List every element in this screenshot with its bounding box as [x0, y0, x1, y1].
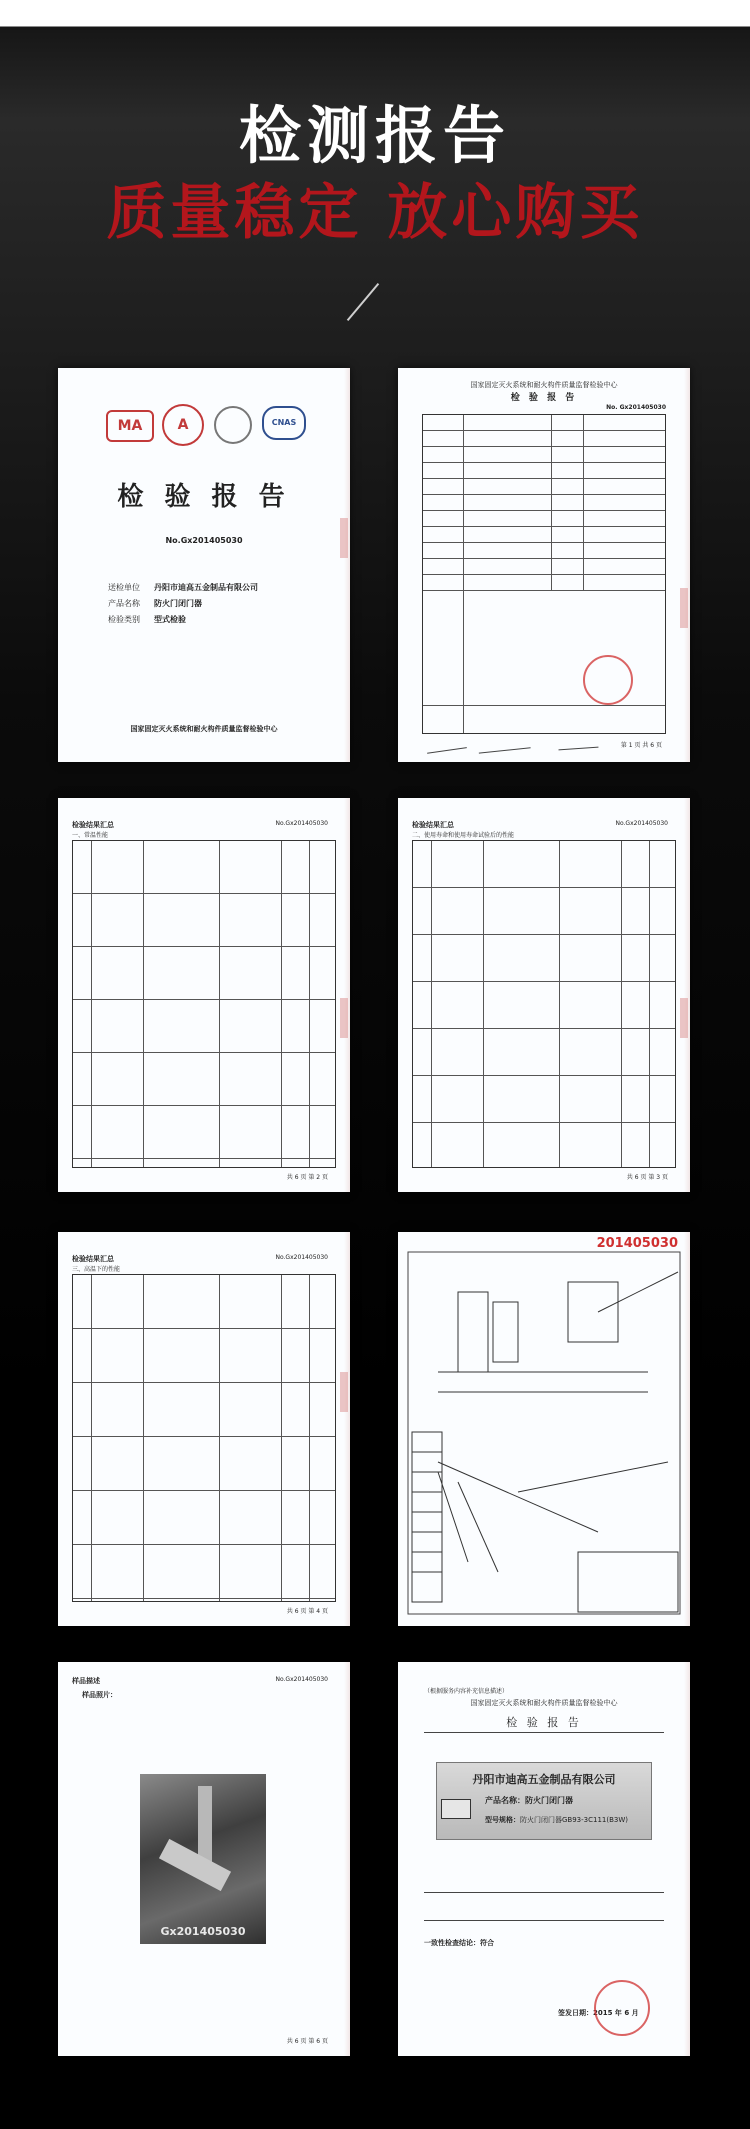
results2-section: 一、常温性能	[72, 832, 109, 839]
cover-footer-org: 国家固定灭火系统和耐火构件质量监督检验中心	[130, 725, 278, 733]
cert-sign-row: 签发日期：2015 年 6 月	[558, 2009, 639, 2017]
signature-2	[477, 733, 530, 753]
results4-page-number: 共 6 页 第 4 页	[286, 1608, 328, 1615]
hero-subtitle: 质量稳定 放心购买	[106, 178, 644, 248]
results4-title: 检验结果汇总	[72, 1255, 114, 1263]
ilac-mra-logo-icon	[214, 406, 252, 444]
cert-company: 丹阳市迪高五金制品有限公司	[472, 1773, 616, 1786]
cert-header-note: （根据服务内容补充信息描述）	[424, 1688, 509, 1695]
cal-logo-icon: A	[162, 404, 204, 446]
cover-row-unit: 送检单位 丹阳市迪高五金制品有限公司	[108, 583, 258, 592]
sample-photo-tag: Gx201405030	[160, 1925, 246, 1938]
signature-3	[558, 733, 599, 751]
cert-nameplate	[436, 1762, 652, 1840]
cert-brand-logo-icon	[441, 1799, 471, 1819]
results3-title: 检验结果汇总	[412, 821, 454, 829]
technical-drawing-page	[398, 1232, 690, 1626]
cert-product-row: 产品名称：防火门闭门器	[485, 1796, 573, 1805]
cover-heading: 检 验 报 告	[117, 482, 291, 512]
signature-1	[425, 733, 467, 753]
report-cover-page	[58, 368, 350, 762]
summary-page-number: 第 1 页 共 6 页	[620, 742, 662, 749]
summary-number: No. Gx201405030	[606, 404, 666, 411]
cert-stamp	[594, 1980, 650, 2036]
results3-section: 二、使用寿命和使用寿命试验后的性能	[412, 832, 515, 839]
cover-row-product: 产品名称 防火门闭门器	[108, 599, 202, 608]
report-summary-page	[398, 368, 690, 762]
summary-stamp	[583, 655, 633, 705]
results2-number: No.Gx201405030	[275, 820, 328, 827]
certificate-page	[398, 1662, 690, 2056]
sample-number: No.Gx201405030	[275, 1676, 328, 1683]
results-page-4	[58, 1232, 350, 1626]
hero-title: 检测报告	[238, 99, 511, 172]
results3-table	[412, 840, 676, 1168]
summary-table	[422, 414, 666, 734]
results4-number: No.Gx201405030	[275, 1254, 328, 1261]
summary-heading: 检 验 报 告	[510, 393, 578, 403]
hero-section	[0, 100, 750, 248]
sample-description-page	[58, 1662, 350, 2056]
cover-info-block	[108, 580, 258, 628]
results4-table	[72, 1274, 336, 1602]
cert-conclusion: 一致性检查结论：符合	[424, 1939, 494, 1947]
cnas-logo-icon: CNAS	[262, 406, 306, 440]
results-page-2	[58, 798, 350, 1192]
door-closer-drawing	[398, 1232, 690, 1626]
results4-section: 三、高温下的性能	[72, 1266, 121, 1273]
results3-number: No.Gx201405030	[615, 820, 668, 827]
cert-model-row: 型号规格：防火门闭门器GB93-3C111(B3W)	[485, 1816, 629, 1824]
cover-row-type: 检验类别 型式检验	[108, 615, 186, 624]
results3-page-number: 共 6 页 第 3 页	[626, 1174, 668, 1181]
results2-table	[72, 840, 336, 1168]
cma-logo-icon: MA	[106, 410, 154, 442]
cover-report-number: No.Gx201405030	[165, 536, 243, 545]
cert-org: 国家固定灭火系统和耐火构件质量监督检验中心	[470, 1699, 618, 1707]
sample-title: 样品描述	[72, 1677, 100, 1685]
drawing-number: 201405030	[596, 1236, 678, 1251]
cert-heading: 检 验 报 告	[506, 1716, 582, 1729]
sample-photo-label: 样品照片：	[82, 1691, 117, 1699]
results2-page-number: 共 6 页 第 2 页	[286, 1174, 328, 1181]
sample-page-number: 共 6 页 第 6 页	[286, 2038, 328, 2045]
sample-photo	[140, 1774, 266, 1944]
results2-title: 检验结果汇总	[72, 821, 114, 829]
results-page-3	[398, 798, 690, 1192]
summary-org: 国家固定灭火系统和耐火构件质量监督检验中心	[470, 381, 618, 389]
